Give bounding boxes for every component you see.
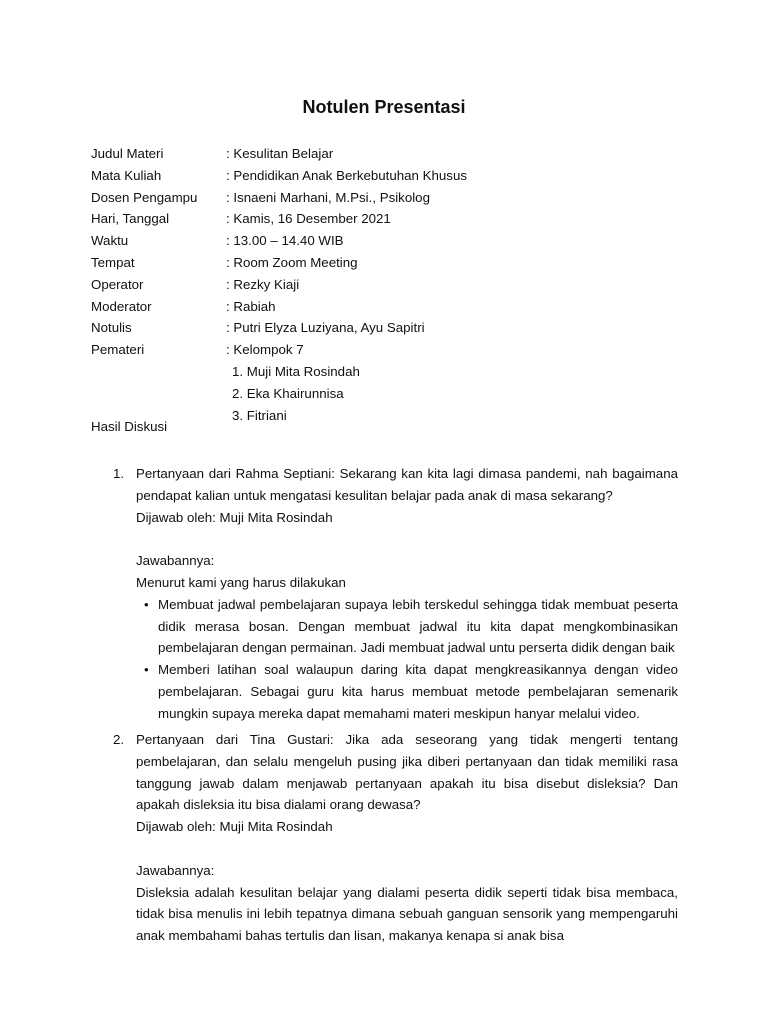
- item-number: 2.: [113, 732, 125, 747]
- item-number: 1.: [113, 466, 125, 481]
- bullet-icon: •: [144, 662, 149, 678]
- meta-value: : Kesulitan Belajar: [226, 146, 334, 161]
- question-text: Pertanyaan dari Rahma Septiani: Sekarang kan kita lagi dimasa pandemi, nah bagaimana pendapat kalian untuk mengatasi kesulitan belajar pada anak di masa sekarang?: [136, 466, 678, 503]
- meta-table: [91, 143, 691, 426]
- meta-label: Tempat: [91, 254, 135, 270]
- spacer: [136, 528, 678, 550]
- page-title: Notulen Presentasi: [302, 97, 466, 117]
- meta-row-moderator: [91, 296, 691, 318]
- answer-label: Jawabannya:: [136, 862, 215, 878]
- section-title-hasil-diskusi: Hasil Diskusi: [91, 419, 168, 434]
- meta-label: Judul Materi: [91, 146, 164, 161]
- meta-label: Operator: [91, 276, 144, 292]
- pemateri-list: [91, 361, 691, 426]
- meta-value: : 13.00 – 14.40 WIB: [226, 233, 344, 249]
- answer-label: Jawabannya:: [136, 553, 215, 569]
- answer-intro: Menurut kami yang harus dilakukan: [136, 574, 346, 590]
- meta-row-mata-kuliah: [91, 165, 691, 187]
- bullet-text: Memberi latihan soal walaupun daring kita dapat mengkreasikannya dengan video pembelajaran. Sebagai guru kita harus membuat metode pembelajaran semenarik mungkin supaya mereka dapat memahami materi meskipun hanyar melalui video.: [158, 662, 678, 721]
- meta-row-dosen-pengampu: [91, 187, 691, 209]
- spacer: [136, 838, 678, 860]
- meta-label: Mata Kuliah: [91, 167, 162, 183]
- list-item: [136, 594, 678, 659]
- meta-label: Hari, Tanggal: [91, 211, 170, 227]
- bullet-text: Membuat jadwal pembelajaran supaya lebih terskedul sehingga tidak membuat peserta didik merasa bosan. Dengan membuat jadwal itu kita dapat mengkombinasikan pembelajaran dengan permainan. Jadi membuat jadwal untu perserta didik dengan baik: [158, 596, 678, 656]
- answered-by: Dijawab oleh: Muji Mita Rosindah: [136, 819, 333, 835]
- meta-value: : Kelompok 7: [226, 342, 304, 358]
- meta-value: : Putri Elyza Luziyana, Ayu Sapitri: [226, 320, 425, 336]
- meta-value: : Rabiah: [226, 298, 276, 314]
- meta-row-waktu: [91, 230, 691, 252]
- meta-label: Moderator: [91, 298, 152, 314]
- answered-by: Dijawab oleh: Muji Mita Rosindah: [136, 509, 333, 525]
- meta-label: Dosen Pengampu: [91, 189, 198, 205]
- meta-value: : Room Zoom Meeting: [226, 254, 358, 270]
- meta-value: : Kamis, 16 Desember 2021: [226, 211, 391, 227]
- bullet-icon: •: [144, 596, 149, 612]
- meta-label: Waktu: [91, 233, 129, 249]
- answer-bullets: [136, 594, 678, 725]
- meta-row-tempat: [91, 252, 691, 274]
- meta-label: Pemateri: [91, 342, 145, 358]
- pemateri-item: 3. Fitriani: [232, 407, 287, 423]
- question-text: Pertanyaan dari Tina Gustari: Jika ada seseorang yang tidak mengerti tentang pembelajaran, dan selalu mengeluh pusing jika diberi pertanyaan dan tidak memiliki rasa tanggung jawab dalam menjawab pertanyaan apakah itu bisa disebut disleksia? Dan apakah disleksia itu bisa dialami orang dewasa?: [136, 732, 678, 813]
- meta-row-hari-tanggal: [91, 208, 691, 230]
- meta-row-pemateri: [91, 339, 691, 361]
- item-body: [136, 729, 678, 947]
- meta-row-notulis: [91, 317, 691, 339]
- meta-value: : Isnaeni Marhani, M.Psi., Psikolog: [226, 189, 430, 205]
- pemateri-item: 2. Eka Khairunnisa: [232, 385, 344, 401]
- meta-value: : Rezky Kiaji: [226, 276, 300, 292]
- meta-value: : Pendidikan Anak Berkebutuhan Khusus: [226, 167, 467, 183]
- pemateri-item: 1. Muji Mita Rosindah: [232, 363, 360, 379]
- meta-label: Notulis: [91, 320, 132, 336]
- list-item: [136, 659, 678, 724]
- answer-text: Disleksia adalah kesulitan belajar yang dialami peserta didik seperti tidak bisa membaca, tidak bisa menulis ini lebih tepatnya dimana sebuah ganguan sensorik yang mempengaruhi anak membahami bahas tertulis dan lisan, makanya kenapa si anak bisa: [136, 884, 678, 944]
- meta-row-judul-materi: [91, 143, 691, 165]
- meta-row-operator: [91, 274, 691, 296]
- discussion-item-2: [113, 729, 678, 947]
- discussion-item-1: [113, 463, 678, 725]
- item-body: [136, 463, 678, 725]
